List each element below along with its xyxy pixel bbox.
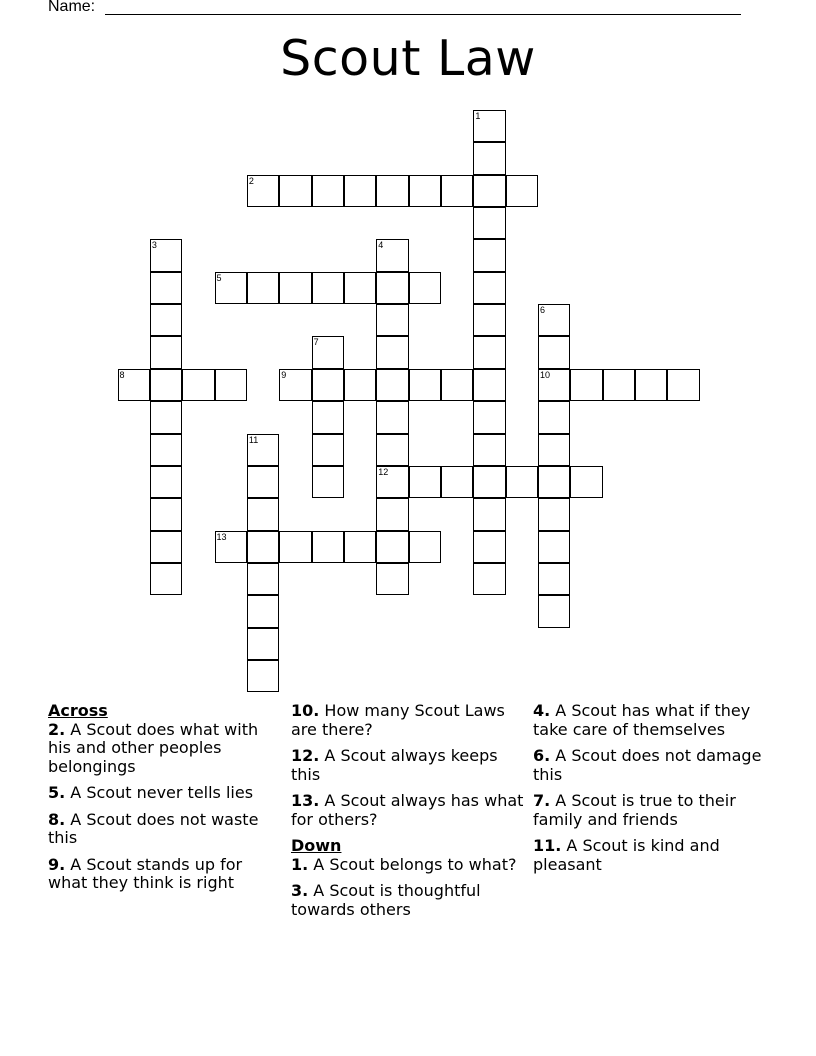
clue-item [533,792,769,829]
clue-number: 11 [248,434,259,445]
grid-cell[interactable] [635,369,667,401]
grid-cell[interactable] [441,175,473,207]
clue-text: A Scout always keeps this [291,746,498,784]
grid-cell[interactable] [312,531,344,563]
grid-cell[interactable] [409,272,441,304]
name-label: Name: [48,0,96,15]
clue-number: 7 [313,337,319,348]
grid-cell[interactable] [376,531,408,563]
grid-cell[interactable] [312,336,344,368]
grid-cell[interactable] [473,563,505,595]
grid-cell[interactable] [538,563,570,595]
clue-number-label: 11. [533,836,562,855]
clue-item [533,747,769,784]
clue-number: 5 [216,272,222,283]
grid-cell[interactable] [538,304,570,336]
grid-cell[interactable] [376,434,408,466]
clue-item [291,792,527,829]
grid-cell[interactable] [473,207,505,239]
grid-cell[interactable] [473,531,505,563]
clue-number: 9 [281,369,287,380]
clue-number: 2 [248,175,254,186]
clue-item [533,702,769,739]
grid-cell[interactable] [473,272,505,304]
grid-cell[interactable] [570,369,602,401]
grid-cell[interactable] [538,336,570,368]
grid-cell[interactable] [376,369,408,401]
grid-cell[interactable] [473,142,505,174]
grid-cell[interactable] [150,498,182,530]
grid-cell[interactable] [409,369,441,401]
clue-text: A Scout does what with his and other peoples belongings [48,719,259,776]
grid-cell[interactable] [473,369,505,401]
clue-text: A Scout is thoughtful towards others [291,881,481,919]
grid-cell[interactable] [150,272,182,304]
grid-cell[interactable] [150,401,182,433]
grid-cell[interactable] [344,531,376,563]
grid-cell[interactable] [150,434,182,466]
clue-text: A Scout is true to their family and friends [533,791,736,829]
clue-item [48,811,284,848]
grid-cell[interactable] [473,304,505,336]
grid-cell[interactable] [538,401,570,433]
clue-number: 6 [540,305,546,316]
grid-cell[interactable] [247,466,279,498]
grid-cell[interactable] [247,434,279,466]
clue-item [48,856,284,893]
clue-number-label: 9. [48,854,66,874]
page-title: Scout Law [280,30,536,87]
grid-cell[interactable] [376,336,408,368]
grid-cell[interactable] [376,466,408,498]
clue-item [48,784,284,803]
clue-number-label: 1. [291,854,309,874]
grid-cell[interactable] [150,304,182,336]
grid-cell[interactable] [441,369,473,401]
grid-cell[interactable] [247,660,279,692]
grid-cell[interactable] [150,239,182,271]
grid-cell[interactable] [376,272,408,304]
grid-cell[interactable] [279,175,311,207]
clue-number-label: 6. [533,746,551,765]
grid-cell[interactable] [603,369,635,401]
clue-column-1 [48,702,284,901]
grid-cell[interactable] [247,175,279,207]
grid-cell[interactable] [473,239,505,271]
grid-cell[interactable] [312,466,344,498]
clue-item [291,747,527,784]
grid-cell[interactable] [376,175,408,207]
clue-number-label: 4. [533,701,551,720]
grid-cell[interactable] [150,369,182,401]
grid-cell[interactable] [247,272,279,304]
clue-number: 12 [378,466,389,477]
clue-number-label: 12. [291,746,320,765]
clue-number-label: 3. [291,881,309,900]
grid-cell[interactable] [247,595,279,627]
clue-column-3 [533,702,769,882]
grid-cell[interactable] [376,498,408,530]
clue-number: 1 [475,111,481,121]
grid-cell[interactable] [570,466,602,498]
grid-cell[interactable] [473,466,505,498]
grid-cell[interactable] [279,369,311,401]
clue-text: A Scout never tells lies [65,783,254,802]
grid-cell[interactable] [150,466,182,498]
grid-cell[interactable] [247,628,279,660]
clue-number: 3 [151,240,157,251]
clue-column-2 [291,702,527,927]
grid-cell[interactable] [312,434,344,466]
grid-cell[interactable] [538,595,570,627]
grid-cell[interactable] [344,272,376,304]
grid-cell[interactable] [538,498,570,530]
clue-number-label: 5. [48,783,66,802]
grid-cell[interactable] [376,401,408,433]
grid-cell[interactable] [312,272,344,304]
grid-cell[interactable] [473,498,505,530]
grid-cell[interactable] [150,563,182,595]
clue-text: A Scout does not damage this [533,746,762,784]
clue-item [533,837,769,874]
grid-cell[interactable] [247,531,279,563]
grid-cell[interactable] [215,369,247,401]
clue-item [291,702,527,739]
grid-cell[interactable] [150,336,182,368]
grid-cell[interactable] [376,239,408,271]
grid-cell[interactable] [182,369,214,401]
clue-number-label: 10. [291,701,320,720]
clue-text: A Scout is kind and pleasant [533,836,720,874]
grid-cell[interactable] [506,175,538,207]
down-heading: Down [291,836,342,855]
clue-text: How many Scout Laws are there? [291,701,505,739]
across-heading: Across [48,701,108,720]
grid-cell[interactable] [473,401,505,433]
grid-cell[interactable] [538,531,570,563]
grid-cell[interactable] [215,272,247,304]
grid-cell[interactable] [473,434,505,466]
grid-cell[interactable] [312,175,344,207]
grid-cell[interactable] [538,434,570,466]
grid-cell[interactable] [312,401,344,433]
clue-number-label: 8. [48,809,66,829]
grid-cell[interactable] [376,304,408,336]
clue-number: 8 [119,369,125,380]
clue-number-label: 7. [533,791,551,810]
clue-text: A Scout always has what for others? [291,791,524,829]
grid-cell[interactable] [538,369,570,401]
clue-number: 4 [378,240,384,251]
grid-cell[interactable] [247,563,279,595]
grid-cell[interactable] [409,175,441,207]
grid-cell[interactable] [506,466,538,498]
clue-item [291,882,527,919]
grid-cell[interactable] [247,498,279,530]
grid-cell[interactable] [344,175,376,207]
grid-cell[interactable] [473,336,505,368]
clue-number: 13 [216,531,227,542]
grid-cell[interactable] [279,531,311,563]
clue-text: A Scout has what if they take care of themselves [533,701,751,739]
grid-cell[interactable] [215,531,247,563]
clue-text: A Scout belongs to what? [308,854,517,874]
grid-cell[interactable] [473,175,505,207]
clue-number-label: 2. [48,719,66,739]
grid-cell[interactable] [409,531,441,563]
grid-cell[interactable] [409,466,441,498]
grid-cell[interactable] [279,272,311,304]
clue-number-label: 13. [291,791,320,810]
grid-cell[interactable] [667,369,699,401]
grid-cell[interactable] [344,369,376,401]
clue-number: 10 [540,369,551,380]
grid-cell[interactable] [376,563,408,595]
grid-cell[interactable] [473,110,505,142]
clue-item [48,721,284,777]
clue-text: A Scout stands up for what they think is right [48,854,243,892]
grid-cell[interactable] [312,369,344,401]
grid-cell[interactable] [538,466,570,498]
grid-cell[interactable] [441,466,473,498]
grid-cell[interactable] [150,531,182,563]
grid-cell[interactable] [118,369,150,401]
clue-item [291,856,527,875]
clue-text: A Scout does not waste this [48,809,259,847]
